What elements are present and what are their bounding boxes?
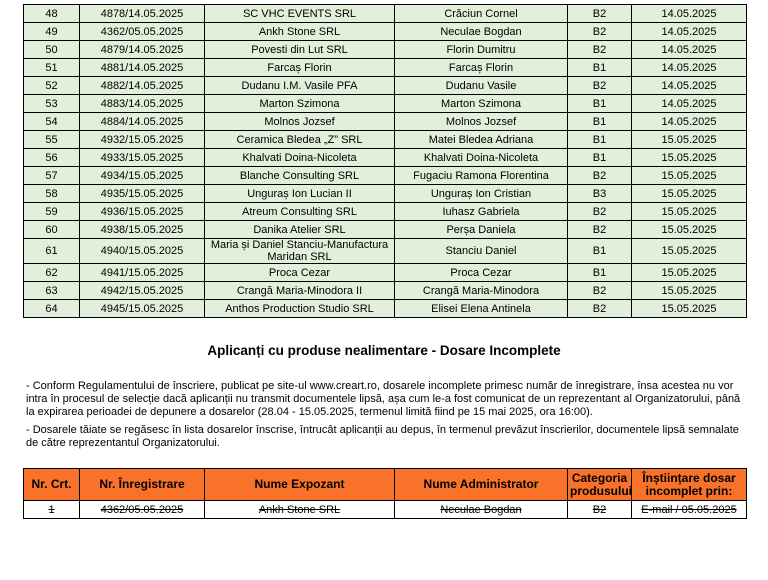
cell-registration: 4881/14.05.2025 bbox=[80, 59, 205, 77]
cell-registration: 4884/14.05.2025 bbox=[80, 113, 205, 131]
table-row bbox=[24, 282, 747, 300]
cell-category: B1 bbox=[568, 95, 632, 113]
cell-category: B1 bbox=[568, 149, 632, 167]
cell-registration: 4942/15.05.2025 bbox=[80, 282, 205, 300]
strikethrough-note: - Dosarele tăiate se regăsesc în lista dosarelor înscrise, întrucât aplicanții au depus, în termenul prevăzut înscrierilor, documentele lipsă semnalate de către reprezentantul Organizatorului. bbox=[26, 424, 739, 449]
cell-date: 14.05.2025 bbox=[632, 77, 747, 95]
cell-category: B2 bbox=[568, 203, 632, 221]
header-nr-crt: Nr. Crt. bbox=[24, 469, 80, 501]
cell-nr: 54 bbox=[24, 113, 80, 131]
cell-nr: 57 bbox=[24, 167, 80, 185]
cell-date: 15.05.2025 bbox=[632, 149, 747, 167]
cell-exhibitor: Ceramica Bledea „Z” SRL bbox=[205, 131, 395, 149]
cell-category: B1 bbox=[568, 264, 632, 282]
cell-registration: 4941/15.05.2025 bbox=[80, 264, 205, 282]
table-row bbox=[24, 149, 747, 167]
cell-nr: 48 bbox=[24, 5, 80, 23]
cell-date: 15.05.2025 bbox=[632, 131, 747, 149]
cell-administrator: Perșa Daniela bbox=[395, 221, 568, 239]
cell-registration: 4882/14.05.2025 bbox=[80, 77, 205, 95]
cell-administrator: Khalvati Doina-Nicoleta bbox=[395, 149, 568, 167]
cell-date: 15.05.2025 bbox=[632, 185, 747, 203]
cell-administrator: Stanciu Daniel bbox=[395, 239, 568, 264]
cell-registration: 4938/15.05.2025 bbox=[80, 221, 205, 239]
cell-registration: 4878/14.05.2025 bbox=[80, 5, 205, 23]
header-categoria: Categoria produsului bbox=[568, 469, 632, 501]
cell-category: B2 bbox=[568, 5, 632, 23]
cell-date: 15.05.2025 bbox=[632, 203, 747, 221]
cell-administrator: Marton Szimona bbox=[395, 95, 568, 113]
cell-administrator: Dudanu Vasile bbox=[395, 77, 568, 95]
table-row bbox=[24, 300, 747, 318]
cell-exhibitor: Ankh Stone SRL bbox=[205, 23, 395, 41]
cell-administrator: Neculae Bogdan bbox=[395, 501, 568, 519]
table-row bbox=[24, 77, 747, 95]
cell-administrator: Proca Cezar bbox=[395, 264, 568, 282]
cell-exhibitor: Anthos Production Studio SRL bbox=[205, 300, 395, 318]
cell-exhibitor: Dudanu I.M. Vasile PFA bbox=[205, 77, 395, 95]
cell-nr: 64 bbox=[24, 300, 80, 318]
cell-exhibitor: Povesti din Lut SRL bbox=[205, 41, 395, 59]
table-row bbox=[24, 131, 747, 149]
cell-date: 15.05.2025 bbox=[632, 282, 747, 300]
rules-note: - Conform Regulamentului de înscriere, publicat pe site-ul www.creart.ro, dosarele incomplete primesc număr de înregistrare, însa acestea nu vor intra în procesul de selecție dacă aplicanții nu transmit documentele lipsă, așa cum le-a fost comunicat de un reprezentant al Organizatorului, până la expirarea perioadei de depunere a dosarelor (28.04 - 15.05.2025, termenul limită fiind pe 15 mai 2025, ora 16:00). bbox=[26, 380, 741, 418]
cell-category: B2 bbox=[568, 501, 632, 519]
cell-category: B2 bbox=[568, 23, 632, 41]
cell-registration: 4933/15.05.2025 bbox=[80, 149, 205, 167]
cell-administrator: Elisei Elena Antinela bbox=[395, 300, 568, 318]
cell-nr: 1 bbox=[24, 501, 80, 519]
cell-date: 14.05.2025 bbox=[632, 95, 747, 113]
header-nume-administrator: Nume Administrator bbox=[395, 469, 568, 501]
cell-category: B2 bbox=[568, 167, 632, 185]
cell-date: E-mail / 05.05.2025 bbox=[632, 501, 747, 519]
header-instiintare: Înștiințare dosar incomplet prin: bbox=[632, 469, 747, 501]
cell-date: 15.05.2025 bbox=[632, 264, 747, 282]
header-nume-expozant: Nume Expozant bbox=[205, 469, 395, 501]
header-nr-inregistrare: Nr. Înregistrare bbox=[80, 469, 205, 501]
cell-exhibitor: Proca Cezar bbox=[205, 264, 395, 282]
registrations-table bbox=[23, 4, 747, 318]
cell-administrator: Matei Bledea Adriana bbox=[395, 131, 568, 149]
cell-date: 14.05.2025 bbox=[632, 59, 747, 77]
incomplete-files-table bbox=[23, 468, 747, 519]
cell-administrator: Crăciun Cornel bbox=[395, 5, 568, 23]
table-row bbox=[24, 264, 747, 282]
cell-nr: 59 bbox=[24, 203, 80, 221]
table-row bbox=[24, 203, 747, 221]
cell-category: B1 bbox=[568, 239, 632, 264]
cell-nr: 56 bbox=[24, 149, 80, 167]
cell-date: 14.05.2025 bbox=[632, 5, 747, 23]
table-row bbox=[24, 113, 747, 131]
cell-nr: 49 bbox=[24, 23, 80, 41]
cell-registration: 4932/15.05.2025 bbox=[80, 131, 205, 149]
cell-registration: 4879/14.05.2025 bbox=[80, 41, 205, 59]
table-row bbox=[24, 41, 747, 59]
cell-nr: 50 bbox=[24, 41, 80, 59]
cell-category: B2 bbox=[568, 221, 632, 239]
cell-category: B1 bbox=[568, 113, 632, 131]
cell-nr: 55 bbox=[24, 131, 80, 149]
cell-nr: 58 bbox=[24, 185, 80, 203]
cell-administrator: Neculae Bogdan bbox=[395, 23, 568, 41]
cell-registration: 4362/05.05.2025 bbox=[80, 23, 205, 41]
cell-administrator: Iuhasz Gabriela bbox=[395, 203, 568, 221]
table-row bbox=[24, 167, 747, 185]
table-row bbox=[24, 239, 747, 264]
cell-registration: 4940/15.05.2025 bbox=[80, 239, 205, 264]
cell-nr: 60 bbox=[24, 221, 80, 239]
cell-date: 14.05.2025 bbox=[632, 23, 747, 41]
cell-registration: 4935/15.05.2025 bbox=[80, 185, 205, 203]
cell-administrator: Unguraș Ion Cristian bbox=[395, 185, 568, 203]
cell-nr: 62 bbox=[24, 264, 80, 282]
cell-category: B2 bbox=[568, 41, 632, 59]
cell-administrator: Farcaș Florin bbox=[395, 59, 568, 77]
cell-registration: 4883/14.05.2025 bbox=[80, 95, 205, 113]
cell-nr: 51 bbox=[24, 59, 80, 77]
cell-nr: 63 bbox=[24, 282, 80, 300]
cell-date: 15.05.2025 bbox=[632, 300, 747, 318]
cell-exhibitor: Molnos Jozsef bbox=[205, 113, 395, 131]
cell-date: 15.05.2025 bbox=[632, 221, 747, 239]
cell-category: B2 bbox=[568, 77, 632, 95]
cell-exhibitor: SC VHC EVENTS SRL bbox=[205, 5, 395, 23]
cell-nr: 53 bbox=[24, 95, 80, 113]
cell-date: 14.05.2025 bbox=[632, 113, 747, 131]
cell-exhibitor: Danika Atelier SRL bbox=[205, 221, 395, 239]
table-row bbox=[24, 23, 747, 41]
cell-exhibitor: Farcaș Florin bbox=[205, 59, 395, 77]
cell-registration: 4936/15.05.2025 bbox=[80, 203, 205, 221]
table-row bbox=[24, 5, 747, 23]
cell-exhibitor: Khalvati Doina-Nicoleta bbox=[205, 149, 395, 167]
cell-category: B2 bbox=[568, 282, 632, 300]
table-row bbox=[24, 501, 747, 519]
cell-registration: 4934/15.05.2025 bbox=[80, 167, 205, 185]
cell-date: 14.05.2025 bbox=[632, 41, 747, 59]
cell-category: B2 bbox=[568, 300, 632, 318]
cell-exhibitor: Unguraș Ion Lucian II bbox=[205, 185, 395, 203]
cell-exhibitor: Maria și Daniel Stanciu-Manufactura Maridan SRL bbox=[205, 239, 395, 264]
cell-nr: 61 bbox=[24, 239, 80, 264]
cell-category: B1 bbox=[568, 131, 632, 149]
cell-exhibitor: Atreum Consulting SRL bbox=[205, 203, 395, 221]
cell-date: 15.05.2025 bbox=[632, 239, 747, 264]
table-header-row bbox=[24, 469, 747, 501]
cell-nr: 52 bbox=[24, 77, 80, 95]
section-title: Aplicanți cu produse nealimentare - Dosare Incomplete bbox=[207, 343, 561, 358]
table-row bbox=[24, 95, 747, 113]
table-row bbox=[24, 221, 747, 239]
cell-administrator: Molnos Jozsef bbox=[395, 113, 568, 131]
cell-exhibitor: Blanche Consulting SRL bbox=[205, 167, 395, 185]
cell-exhibitor: Crangă Maria-Minodora II bbox=[205, 282, 395, 300]
cell-registration: 4362/05.05.2025 bbox=[80, 501, 205, 519]
cell-administrator: Fugaciu Ramona Florentina bbox=[395, 167, 568, 185]
cell-category: B1 bbox=[568, 59, 632, 77]
cell-category: B3 bbox=[568, 185, 632, 203]
table-row bbox=[24, 59, 747, 77]
cell-administrator: Crangă Maria-Minodora bbox=[395, 282, 568, 300]
cell-exhibitor: Marton Szimona bbox=[205, 95, 395, 113]
cell-administrator: Florin Dumitru bbox=[395, 41, 568, 59]
cell-date: 15.05.2025 bbox=[632, 167, 747, 185]
cell-registration: 4945/15.05.2025 bbox=[80, 300, 205, 318]
cell-exhibitor: Ankh Stone SRL bbox=[205, 501, 395, 519]
table-row bbox=[24, 185, 747, 203]
